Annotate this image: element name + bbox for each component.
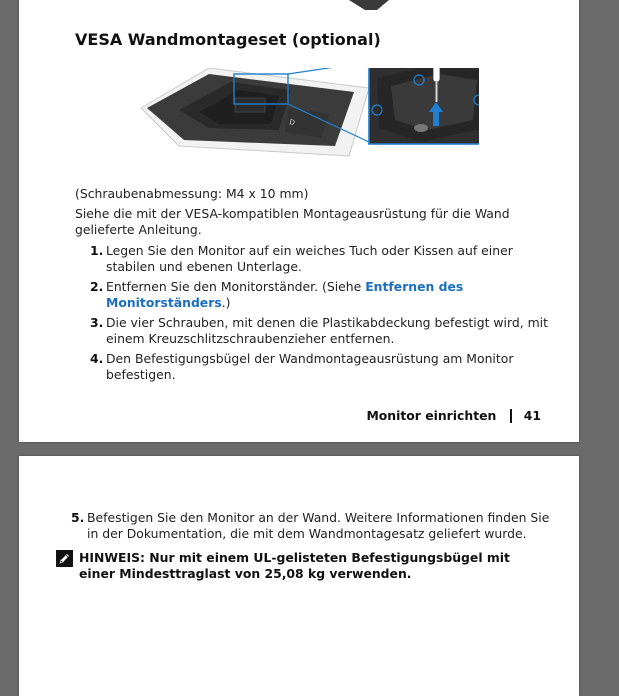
list-item <box>75 315 555 347</box>
instruction-steps-continued <box>71 510 555 542</box>
step-number: 2. <box>90 279 104 294</box>
monitor-back-drawing <box>141 68 369 156</box>
list-item <box>75 279 555 311</box>
step-text: Den Befestigungsbügel der Wandmontageausrüstung am Monitor befestigen. <box>106 351 514 382</box>
step-number: 4. <box>90 351 104 366</box>
step-text-before: Entfernen Sie den Monitorständer. (Siehe <box>106 279 366 294</box>
note-pencil-icon <box>56 550 73 567</box>
svg-text:D: D <box>288 118 296 128</box>
list-item <box>75 351 555 383</box>
zoom-detail-box <box>369 68 479 144</box>
link-entfernen-des-monitorstaenders[interactable]: Entfernen des Monitorständers <box>106 279 464 310</box>
note-callout <box>56 550 536 582</box>
document-page-42 <box>19 456 579 696</box>
step-text-after: .) <box>221 295 231 310</box>
page-number: 41 <box>523 408 541 423</box>
list-item <box>71 510 555 542</box>
previous-illustration-fragment <box>319 0 389 12</box>
step-text: Die vier Schrauben, mit denen die Plastikabdeckung befestigt wird, mit einem Kreuzschlitzschraubenzieher entfernen. <box>106 315 548 346</box>
intro-paragraph: Siehe die mit der VESA-kompatiblen Montageausrüstung für die Wand gelieferte Anleitung. <box>75 206 510 237</box>
instruction-steps <box>75 243 555 387</box>
step-text: Befestigen Sie den Monitor an der Wand. Weitere Informationen finden Sie in der Dokumentation, die mit dem Wandmontagesatz geliefert wurde. <box>87 510 550 541</box>
section-heading: VESA Wandmontageset (optional) <box>75 30 381 49</box>
step-number: 5. <box>71 510 85 525</box>
screw-dimensions: (Schraubenabmessung: M4 x 10 mm) <box>75 186 309 201</box>
note-text: HINWEIS: Nur mit einem UL-gelisteten Befestigungsbügel mit einer Mindesttraglast von 25,08 kg verwenden. <box>79 550 510 581</box>
list-item <box>75 243 555 275</box>
footer-divider <box>510 409 511 423</box>
step-text: Legen Sie den Monitor auf ein weiches Tuch oder Kissen auf einer stabilen und ebenen Unterlage. <box>106 243 513 274</box>
footer-section-title: Monitor einrichten <box>366 408 497 423</box>
step-number: 1. <box>90 243 104 258</box>
wall-mount-illustration <box>139 68 479 158</box>
document-page-41 <box>19 0 579 442</box>
page-footer <box>366 408 541 423</box>
step-number: 3. <box>90 315 104 330</box>
